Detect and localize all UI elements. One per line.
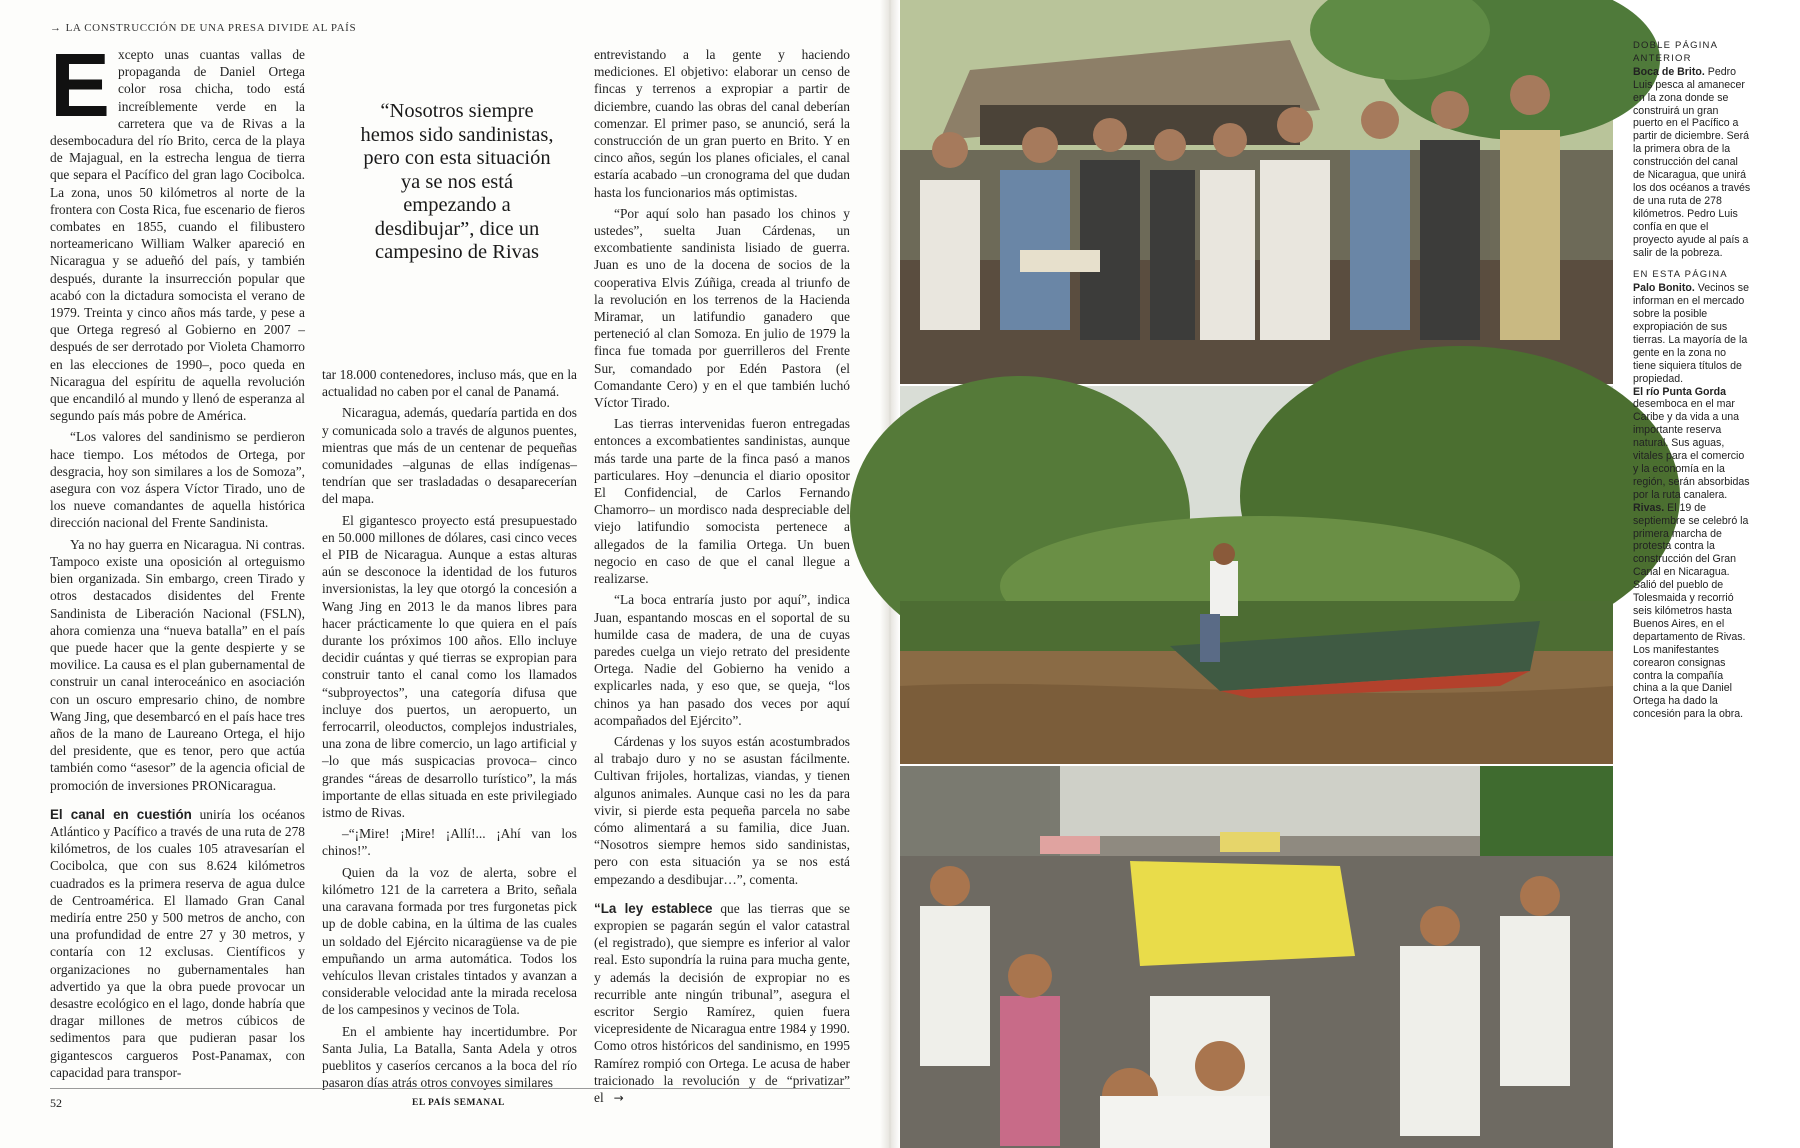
photo-punta-gorda-river [900,386,1613,764]
paragraph-10: En el ambiente hay incertidumbre. Por Santa Julia, La Batalla, Santa Adela y otros pueblitos y caseríos cercanos a la boca del río pasaron días atrás otros convoyes similares [322,1023,577,1091]
caption-text: desemboca en el mar Caribe y da vida a una importante reserva natural. Sus aguas, vitales para el comercio y la economía en la región, serán absorbidas por la ruta canalera. [1633,398,1750,501]
caption-previous-spread [1633,40,1751,259]
photo-palo-bonito-meeting [900,0,1613,384]
caption-title: El río Punta Gorda [1633,385,1727,398]
caption-kicker: EN ESTA PÁGINA [1633,269,1728,281]
continue-arrow-icon: → [613,1090,624,1105]
paragraph-4: El canal en cuestión uniría los océanos Atlántico y Pacífico a través de una ruta de 278 kilómetros, de los cuales 105 atravesarían el Cocibolca, que con sus 8.624 kilómetros cuadrados es la primera reserva de agua dulce de Centroamérica. El llamado Gran Canal mediría entre 250 y 500 metros de ancho, con una profundidad de entre 27 y 30 metros, y contaría con 12 exclusas. Científicos y organizaciones no gubernamentales han advertido ya que la obra puede provocar un desastre ecológico en el lago, donde habría que dragar millones de metros cúbicos de sedimentos para que pudieran pasar los gigantescos cargueros Post-Panamax, con capacidad para transpor- [50,806,305,1080]
section-header [50,22,870,34]
paragraph-14: “La boca entraría justo por aquí”, indica Juan, espantando moscas en el soportal de su humilde casa de madera, de una de cuyas paredes cuelga un viejo retrato del presidente Ortega. Nadie del Gobierno ha venido a explicarles nada, y eso que, se queja, “los chinos ya han pasado dos veces por aquí acompañados del Ejército”. [594,592,850,728]
article-column-3 [594,46,850,1105]
section-title: LA CONSTRUCCIÓN DE UNA PRESA DIVIDE AL PAÍS [65,22,357,34]
photo-rivas-protest [900,766,1613,1148]
section-arrow-icon: → [50,22,62,34]
paragraph-11: entrevistando a la gente y haciendo mediciones. El objetivo: elaborar un censo de fincas y terrenos a expropiar a partir de diciembre, cuando las obras del canal deberían comenzar. El primer paso, se anunció, será la construcción de un gran puerto en Brito. Y en cinco años, según los planes oficiales, el canal estaría acabado –un cronograma del que dudan hasta los funcionarios más optimistas. [594,47,850,200]
page-number: 52 [50,1096,62,1110]
footer-rule [50,1088,850,1089]
article-column-1 [50,36,305,1082]
lead-in: El canal en cuestión [50,806,192,822]
caption-title: Rivas. [1633,501,1665,514]
photo-river-image [900,386,1613,764]
paragraph-5: tar 18.000 contenedores, incluso más, que en la actualidad no caben por el canal de Panamá. [322,367,577,400]
paragraph-1: Excepto unas cuantas vallas de propaganda de Daniel Ortega color rosa chicha, todo está increíblemente verde en la carretera que va de Rivas a la desembocadura del río Brito, cerca de la playa de Majagual, en la estrecha lengua de tierra que separa el Pacífico del gran lago Cocibolca. La zona, unos 50 kilómetros al norte de la frontera con Costa Rica, fue escenario de fieros combates en 1855, cuando el filibustero norteamericano William Walker apareció en Nicaragua y se adueñó del país, y también después, durante la insurrección popular que acabó con la dictadura somocista el verano de 1979. Treinta y cinco años más tarde, y pese a que Ortega regresó al Gobierno en 2007 –después de ser derrotado por Violeta Chamorro en las elecciones de 1990–, poco queda en Nicaragua del espíritu de aquella revolución que encandiló al mundo y llenó de esperanza al segundo país más pobre de América. [50,36,305,424]
paragraph-6: Nicaragua, además, quedaría partida en dos y comunicada solo a través de algunos puentes, mientras que más de un centenar de pequeñas comunidades –algunas de ellas indígenas– tendrían que ser trasladadas o desaparecerían del mapa. [322,405,577,507]
photo-protest-image [900,766,1613,1148]
caption-this-page [1633,269,1751,721]
photo-meeting-image [900,0,1613,384]
magazine-name: EL PAÍS SEMANAL [412,1098,505,1108]
drop-cap: E [50,36,111,136]
lead-in-2: “La ley establece [594,900,713,916]
paragraph-8: –“¡Mire! ¡Mire! ¡Allí!... ¡Ahí van los chinos!”. [322,826,577,859]
caption-text: Pedro Luis pesca al amanecer en la zona donde se construirá un gran puerto en el Pacífico a partir de diciembre. Será la primera obra de la construcción del canal de Nicaragua, que unirá los dos océanos a través de una ruta de 278 kilómetros. Pedro Luis confía en que el proyecto ayude al país a salir de la pobreza. [1633,65,1751,259]
paragraph-15: Cárdenas y los suyos están acostumbrados al trabajo duro y no se asustan fácilmente. Cultivan frijoles, hortalizas, viandas, y tienen algunos animales. Aunque casi no les da para vivir, si pierde esta pequeña parcela no sabe cómo alimentará a su familia, dice Juan. “Nosotros siempre hemos sido sandinistas, pero con esta situación ya se nos está empezando a desdibujar…”, comenta. [594,733,850,887]
caption-text: El 19 de septiembre se celebró la primera marcha de protesta contra la construcción del Gran Canal en Nicaragua. Salió del pueblo de Tolesmaida y recorrió seis kilómetros hasta Buenos Aires, en el departamento de Rivas. Los manifestantes corearon consignas contra la compañía china a la que Daniel Ortega ha dado la concesión para la obra. [1633,501,1749,721]
paragraph-12: “Por aquí solo han pasado los chinos y ustedes”, suelta Juan Cárdenas, un excombatiente sandinista lisiado de guerra. Juan es uno de la docena de socios de la cooperativa Elvis Zúñiga, creada al triunfo de la revolución en los terrenos de la Hacienda Miramar, un latifundio ganadero que perteneció al clan Somoza. En julio de 1979 la finca fue tomada por guerrilleros del Frente Sur, comandado por Edén Pastora (el Comandante Cero) y en el que también luchó Víctor Tirado. [594,205,850,411]
photo-captions [1633,40,1751,731]
pull-quote: “Nosotros siempre hemos sido sandinistas, pero con esta situación ya se nos está empezando a desdibujar”, dice un campesino de Rivas [360,100,554,263]
caption-kicker: DOBLE PÁGINA ANTERIOR [1633,40,1718,64]
paragraph-13: Las tierras intervenidas fueron entregadas entonces a excombatientes sandinistas, aunque más tarde una parte de la finca pasó a manos particulares. Hoy –denuncia el diario opositor El Confidencial, de Carlos Fernando Chamorro– un mordisco nada despreciable del viejo latifundio somocista pertenece a allegados de la familia Ortega. Un buen negocio en caso de que el canal llegue a realizarse. [594,416,850,587]
caption-title: Boca de Brito. [1633,65,1705,78]
paragraph-16: “La ley establece que las tierras que se expropien se pagarán según el valor catastral (el registrado), que siempre es inferior al valor real. Esto supondría la ruina para mucha gente, y además la decisión de expropiar no es recurrible ante ningún tribunal”, asegura el escritor Sergio Ramírez, quien fuera vicepresidente de Nicaragua entre 1984 y 1990. Como otros históricos del sandinismo, en 1995 Ramírez rompió con Ortega. Le acusa de haber traicionado la revolución y de “privatizar” el → [594,900,850,1105]
paragraph-9: Quien da la voz de alerta, sobre el kilómetro 121 de la carretera a Brito, señala una caravana formada por tres furgonetas pick up de doble cabina, en la última de las cuales un soldado del Ejército nicaragüense va de pie empuñando un arma automática. Todos los vehículos llevan cristales tintados y avanzan a considerable velocidad ante la mirada recelosa de los campesinos y vecinos de Tola. [322,864,577,1018]
paragraph-2: “Los valores del sandinismo se perdieron hace tiempo. Los métodos de Ortega, por desgracia, hoy son similares a los de Somoza”, asegura con voz áspera Víctor Tirado, uno de los nueve comandantes de aquella histórica dirección nacional del Frente Sandinista. [50,429,305,531]
caption-title: Palo Bonito. [1633,282,1695,295]
paragraph-3: Ya no hay guerra en Nicaragua. Ni contras. Tampoco existe una oposición al orteguismo bien organizada. Sin embargo, creen Tirado y otros destacados disidentes del Frente Sandinista de Liberación Nacional (FSLN), ahora comienza una “nueva batalla” en el país que puede hacer que la gente despierte y se movilice. La causa es el plan gubernamental de construir un canal interoceánico en asociación con un oscuro empresario chino, de nombre Wang Jing, que desembarcó en el país hace tres años de la mano de Laureano Ortega, el hijo del presidente, que es tenor, pero que actúa también como “asesor” de la agencia oficial de promoción de inversiones PRONicaragua. [50,536,305,793]
caption-text: Vecinos se informan en el mercado sobre la posible expropiación de sus tierras. La mayoría de la gente en la zona no tiene siquiera títulos de propiedad. [1633,282,1749,385]
paragraph-7: El gigantesco proyecto está presupuestado en 50.000 millones de dólares, casi cinco veces el PIB de Nicaragua. Aunque a estas alturas aún se desconoce la identidad de los futuros inversionistas, la ley que otorgó la concesión a Wang Jing en 2013 le da manos libres para hacer prácticamente lo que quiera en el país durante los próximos 100 años. Ello incluye decidir cuántas y qué tierras se expropian para construir tanto el canal como los llamados “subproyectos”, una categoría difusa que incluye dos puertos, un aeropuerto, un ferrocarril, oleoductos, complejos industriales, una zona de libre comercio, un lago artificial y –lo que más suspicacias provoca– cinco grandes “áreas de desarrollo turístico”, la más importante de ellas situada en este privilegiado istmo de Rivas. [322,512,577,821]
article-column-2 [322,366,577,1091]
